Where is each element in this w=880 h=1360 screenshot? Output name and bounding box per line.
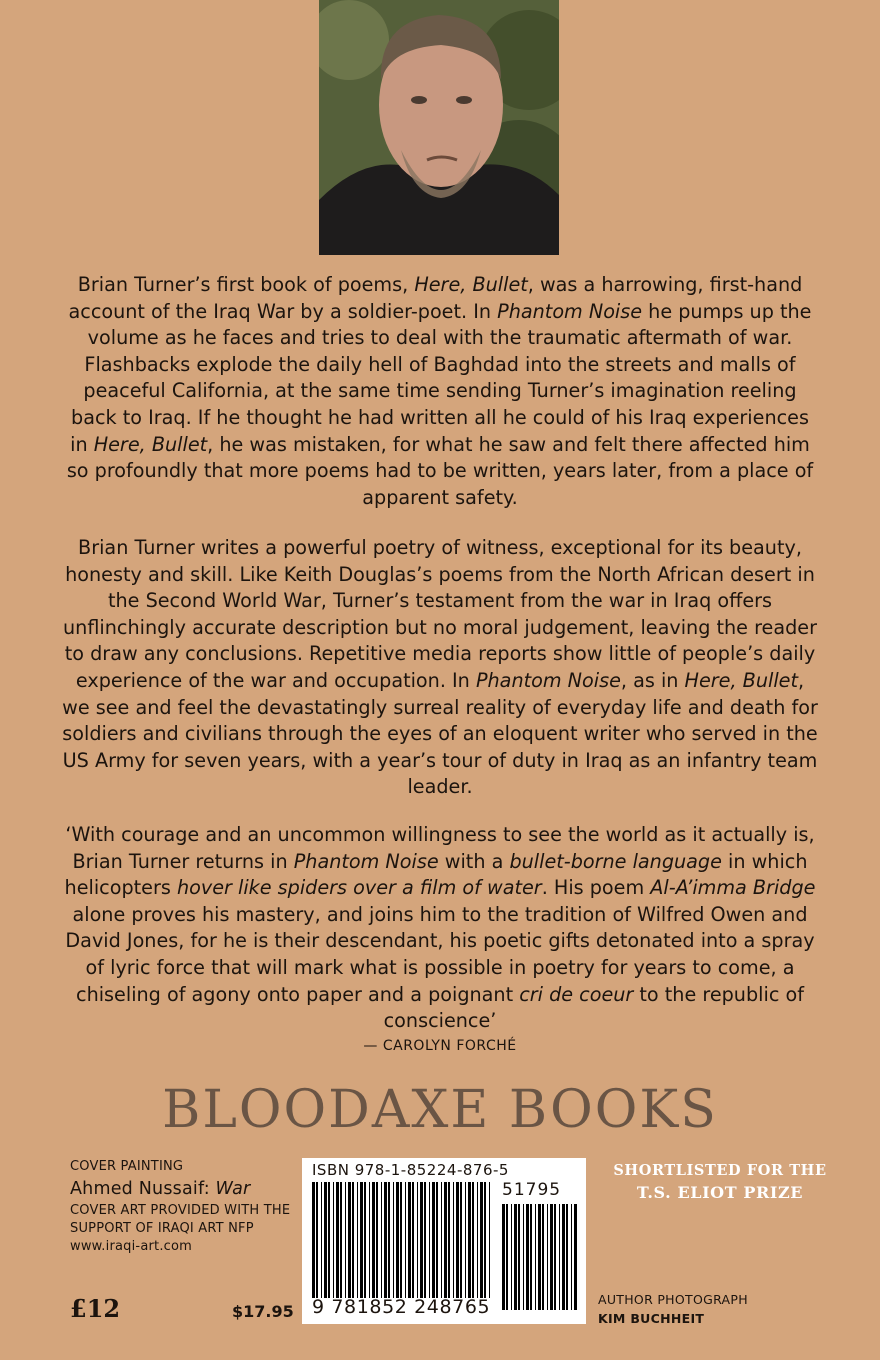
barcode-bar [574, 1204, 577, 1310]
barcode-bar [424, 1182, 426, 1298]
ean-digits: 9 781852 248765 [312, 1296, 491, 1318]
author-photo [319, 0, 559, 255]
barcode-bar [456, 1182, 459, 1298]
author-photo-credit [598, 1290, 748, 1328]
barcode-bar [468, 1182, 471, 1298]
barcode-bar [321, 1182, 322, 1298]
award-line-2: T.S. ELIOT PRIZE [636, 1183, 804, 1202]
price-usd: $17.95 [232, 1302, 294, 1321]
cover-painting-credit [70, 1158, 305, 1256]
barcode-bar [376, 1182, 378, 1298]
award-line-1: SHORTLISTED FOR THE [613, 1162, 827, 1179]
barcode-bar [484, 1182, 486, 1298]
barcode-bar [538, 1204, 541, 1310]
barcode-bar [388, 1182, 390, 1298]
isbn-number: ISBN 978-1-85224-876-5 [312, 1161, 509, 1179]
barcode-bar [436, 1182, 438, 1298]
barcode-bar [316, 1182, 318, 1298]
barcode-bar [405, 1182, 406, 1298]
website: www.iraqi-art.com [70, 1239, 193, 1254]
barcode-bar [357, 1182, 358, 1298]
barcode-bar [381, 1182, 382, 1298]
barcode-bar [489, 1182, 490, 1298]
award-notice [590, 1160, 850, 1204]
price-addon-number: 51795 [502, 1180, 562, 1200]
barcode-bar [550, 1204, 553, 1310]
painter-line: Ahmed Nussaif: War [70, 1179, 251, 1199]
barcode-bar [444, 1182, 447, 1298]
isbn-barcode [302, 1158, 586, 1324]
barcode-bar [324, 1182, 327, 1298]
barcode-bar [420, 1182, 423, 1298]
barcode-bar [384, 1182, 387, 1298]
barcode-bar [360, 1182, 363, 1298]
barcode-bar [465, 1182, 466, 1298]
blurb-paragraph-2: Brian Turner writes a powerful poetry of witness, exceptional for its beauty, honesty and skill. Like Keith Douglas’s poems from the North African desert in the Second World War, Turner’s testament from the war in Iraq offers unflinchingly accurate description but no moral judgement, leaving the reader to draw any conclusions. Repetitive media reports show little of people’s daily experience of the war and occupation. In Phantom Noise, as in Here, Bullet, we see and feel the devastatingly surreal reality of everyday life and death for soldiers and civilians through the eyes of an eloquent writer who served in the US Army for seven years, with a year’s tour of duty in Iraq as an infantry team leader. [62, 536, 818, 799]
barcode-bar [352, 1182, 354, 1298]
barcode-bar [345, 1182, 346, 1298]
barcode-bar [453, 1182, 454, 1298]
barcode-bar [514, 1204, 517, 1310]
blurb-paragraph-1: Brian Turner’s first book of poems, Here, Bullet, was a harrowing, first-hand account of the Iraq War by a soldier-poet. In Phantom Noise he pumps up the volume as he faces and tries to deal with the traumatic aftermath of war. Flashbacks explode the daily hell of Baghdad into the streets and malls of peaceful California, at the same time sending Turner’s imagination reeling back to Iraq. If he thought he had written all he could of his Iraq experiences in Here, Bullet, he was mistaken, for what he saw and felt there affected him so profoundly that more poems had to be written, years later, from a place of apparent safety. [66, 273, 814, 509]
barcode-bar [506, 1204, 508, 1310]
author-photo-heading: AUTHOR PHOTOGRAPH [598, 1292, 748, 1307]
barcode-bar [448, 1182, 450, 1298]
blurb-quote: ‘With courage and an uncommon willingness to see the world as it actually is, Brian Turner returns in Phantom Noise with a bullet-borne language in which helicopters hover like spiders over a film of water. His poem Al-A’imma Bridge alone proves his mastery, and joins him to the tradition of Wilfred Owen and David Jones, for he is their descendant, his poetic gifts detonated into a spray of lyric force that will mark what is possible in poetry for years to come, a chiseling of agony onto paper and a poignant cri de coeur to the republic of conscience’ — CAROLYN FORCHÉ [60, 822, 820, 1057]
barcode-bar [432, 1182, 435, 1298]
barcode-bar [526, 1204, 529, 1310]
barcode-bar [477, 1182, 478, 1298]
barcode-bar [535, 1204, 536, 1310]
barcode-bar [336, 1182, 339, 1298]
support-line-2: SUPPORT OF IRAQI ART NFP [70, 1221, 254, 1236]
barcode-bar [502, 1204, 505, 1310]
barcode-bar [408, 1182, 411, 1298]
barcode-bar [472, 1182, 474, 1298]
barcode-bar [566, 1204, 568, 1310]
barcode-bar [393, 1182, 394, 1298]
cover-painting-heading: COVER PAINTING [70, 1159, 184, 1174]
barcode-bar [571, 1204, 572, 1310]
barcode-bar [348, 1182, 351, 1298]
photographer-name: KIM BUCHHEIT [598, 1311, 705, 1326]
barcode-bar [364, 1182, 366, 1298]
barcode-bar [530, 1204, 532, 1310]
barcode-bar [369, 1182, 370, 1298]
barcode-bar [511, 1204, 512, 1310]
barcode-bar [333, 1182, 334, 1298]
barcode-bar [518, 1204, 520, 1310]
barcode-bar [559, 1204, 560, 1310]
barcode-bar [441, 1182, 442, 1298]
barcode-bar [396, 1182, 399, 1298]
support-line-1: COVER ART PROVIDED WITH THE [70, 1203, 291, 1218]
barcode-bar [542, 1204, 544, 1310]
barcode-bar [429, 1182, 430, 1298]
barcode-bar [328, 1182, 330, 1298]
barcode-bar [312, 1182, 315, 1298]
barcode-bar [460, 1182, 462, 1298]
barcode-bar [412, 1182, 414, 1298]
barcode-bar [480, 1182, 483, 1298]
barcode-bar [400, 1182, 402, 1298]
barcode-bar [523, 1204, 524, 1310]
barcode-bar [547, 1204, 548, 1310]
price-gbp: £12 [70, 1294, 121, 1323]
barcode-bar [554, 1204, 556, 1310]
quote-attribution: — CAROLYN FORCHÉ [363, 1037, 517, 1054]
barcode-bar [417, 1182, 418, 1298]
barcode-bar [340, 1182, 342, 1298]
barcode-bar [372, 1182, 375, 1298]
barcode-bar [562, 1204, 565, 1310]
publisher-logo: BLOODAXE BOOKS [162, 1080, 718, 1140]
